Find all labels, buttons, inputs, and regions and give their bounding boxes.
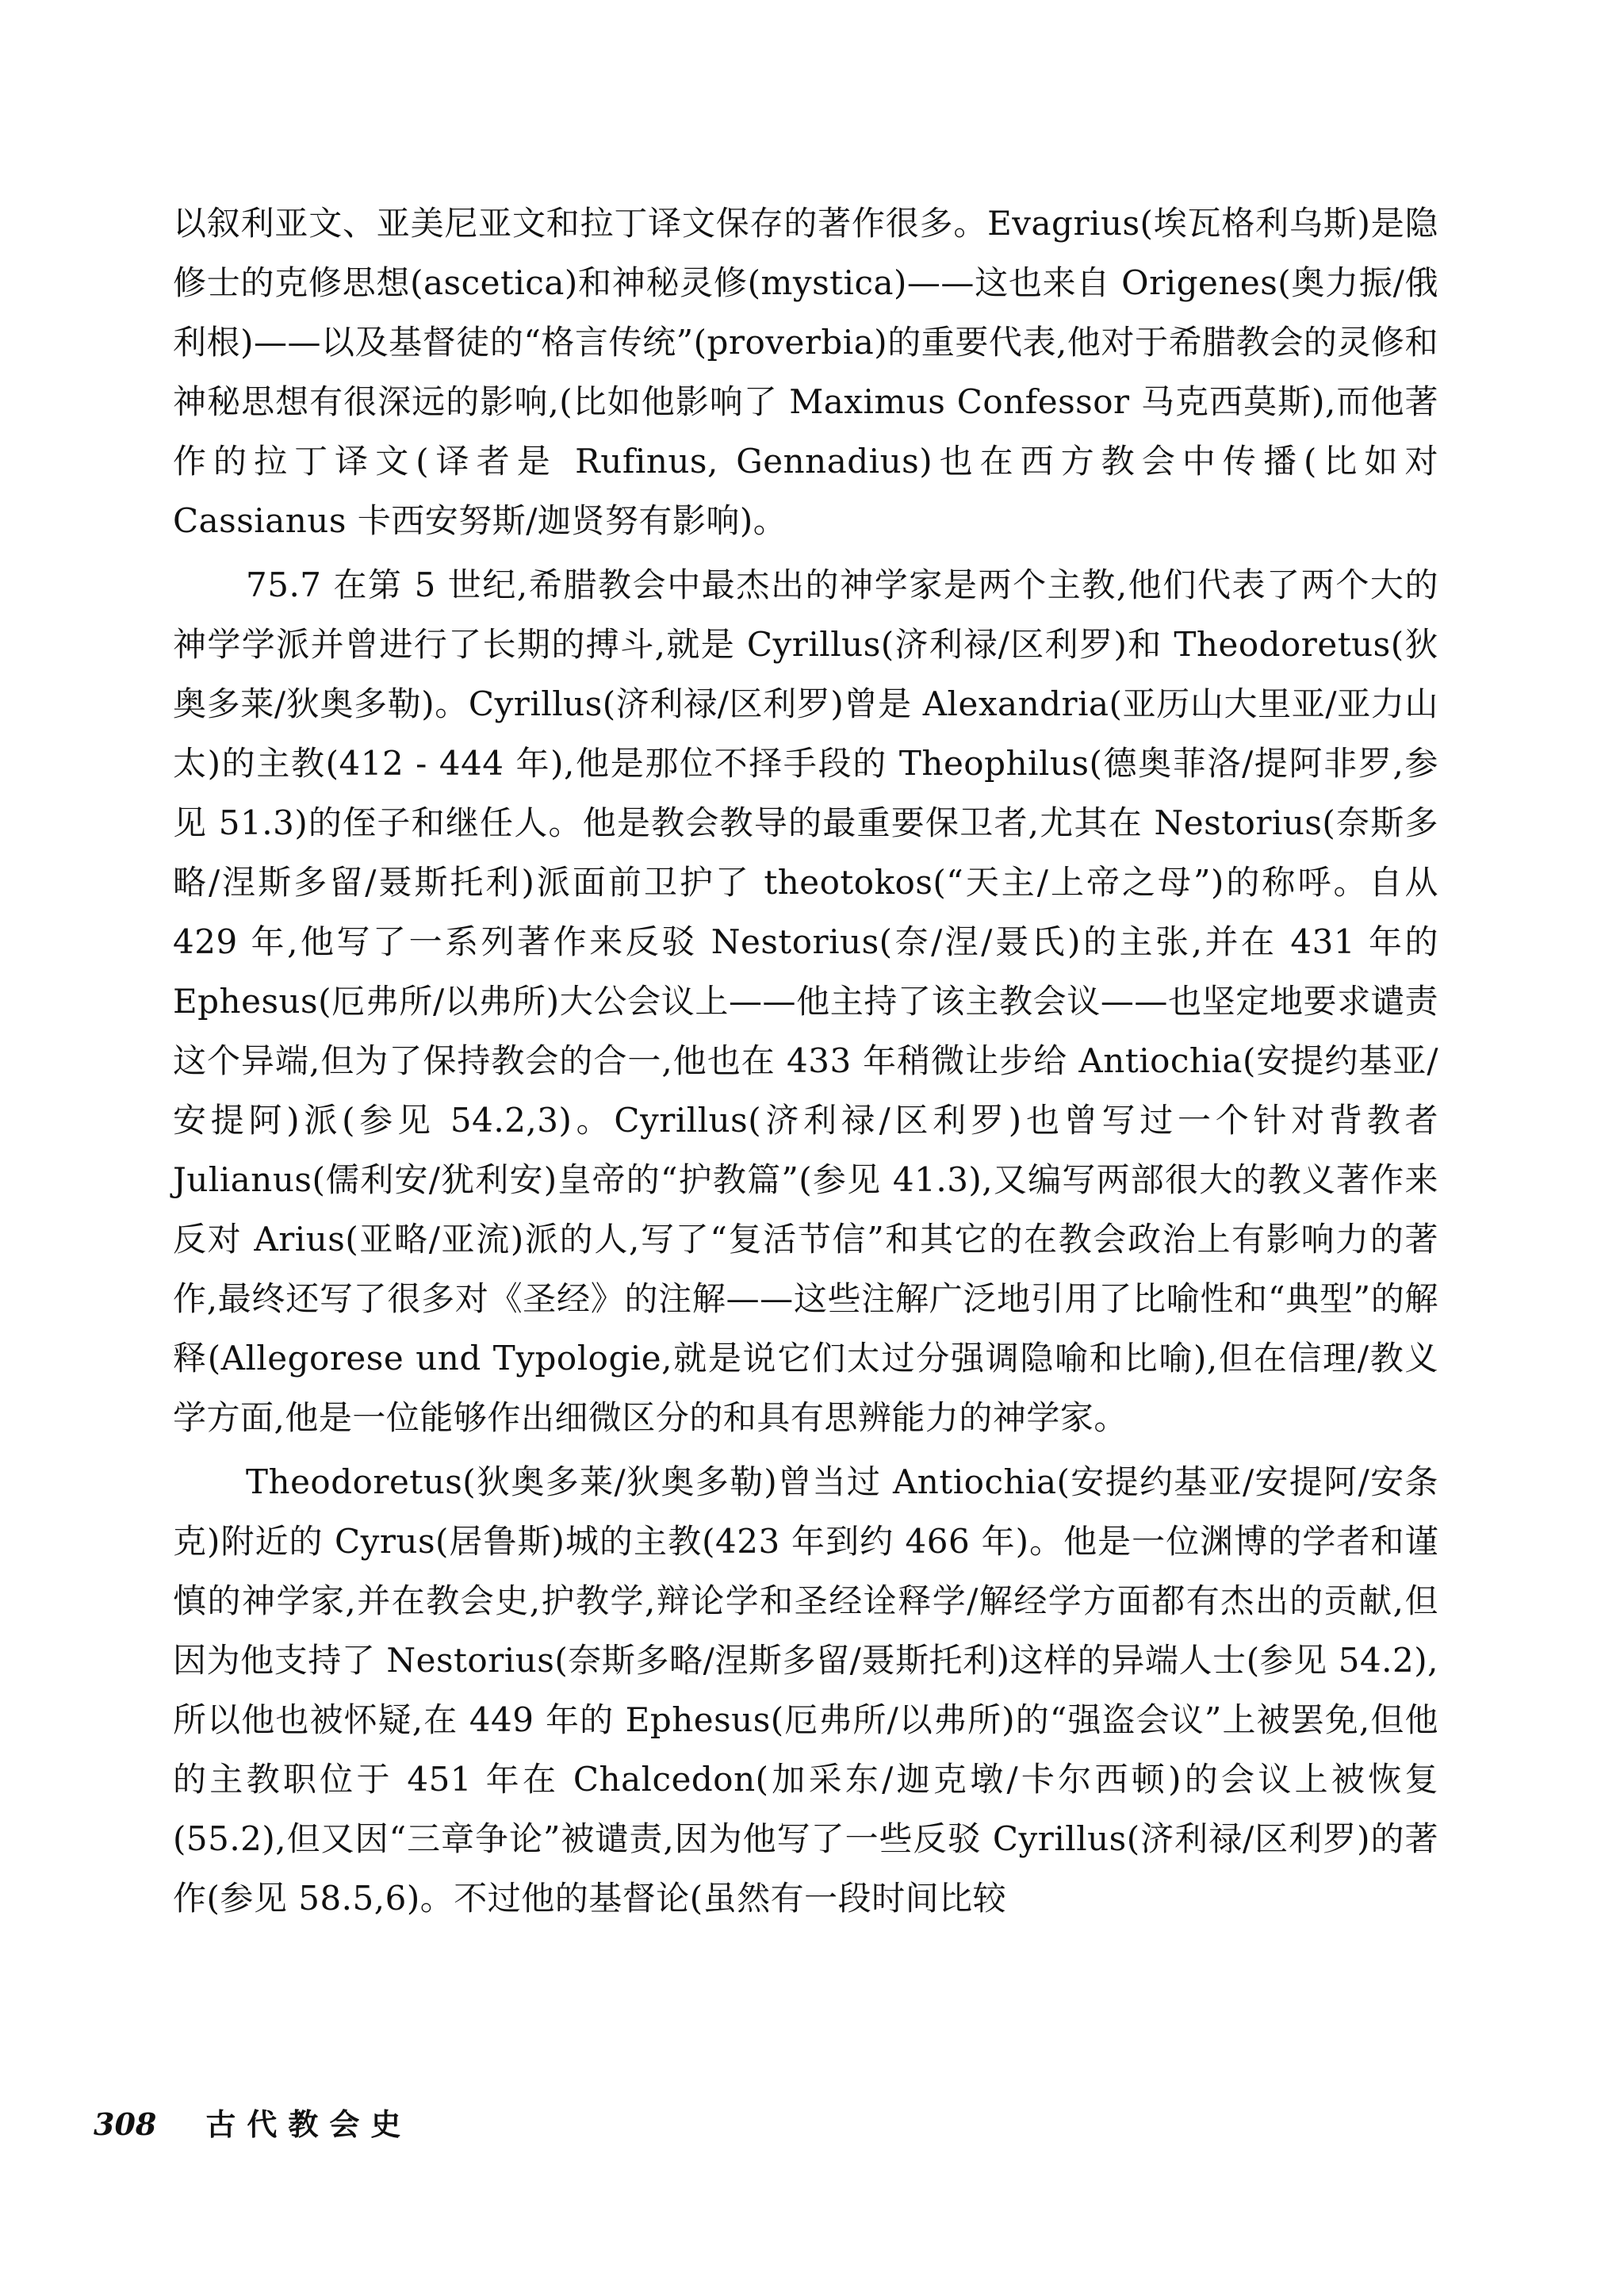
page-number: 308 (94, 2106, 157, 2142)
paragraph-2: 75.7 在第 5 世纪,希腊教会中最杰出的神学家是两个主教,他们代表了两个大的神学学派并曾进行了长期的搏斗,就是 Cyrillus(济利禄/区利罗)和 Theodoretus(狄奥多莱/狄奥多勒)。Cyrillus(济利禄/区利罗)曾是 Alexandria(亚历山大里亚/亚力山太)的主教(412 - 444 年),他是那位不择手段的 Theophilus(德奥菲洛/提阿非罗,参见 51.3)的侄子和继任人。他是教会教导的最重要保卫者,尤其在 Nestorius(奈斯多略/涅斯多留/聂斯托利)派面前卫护了 theotokos(“天主/上帝之母”)的称呼。自从 429 年,他写了一系列著作来反驳 Nestorius(奈/涅/聂氏)的主张,并在 431 年的 Ephesus(厄弗所/以弗所)大公会议上——他主持了该主教会议——也坚定地要求谴责这个异端,但为了保持教会的合一,他也在 433 年稍微让步给 Antiochia(安提约基亚/安提阿)派(参见 54.2,3)。Cyrillus(济利禄/区利罗)也曾写过一个针对背教者 Julianus(儒利安/犹利安)皇帝的“护教篇”(参见 41.3),又编写两部很大的教义著作来反对 Arius(亚略/亚流)派的人,写了“复活节信”和其它的在教会政治上有影响力的著作,最终还写了很多对《圣经》的注解——这些注解广泛地引用了比喻性和“典型”的解释(Allegorese und Typologie,就是说它们太过分强调隐喻和比喻),但在信理/教义学方面,他是一位能够作出细微区分的和具有思辨能力的神学家。 (173, 565, 1438, 1437)
running-title: 古代教会史 (205, 2106, 412, 2142)
page-footer (94, 2100, 412, 2144)
paragraph-1: 以叙利亚文、亚美尼亚文和拉丁译文保存的著作很多。Evagrius(埃瓦格利乌斯)是隐修士的克修思想(ascetica)和神秘灵修(mystica)——这也来自 Origenes(奥力振/俄利根)——以及基督徒的“格言传统”(proverbia)的重要代表,他对于希腊教会的灵修和神秘思想有很深远的影响,(比如他影响了 Maximus Confessor 马克西莫斯),而他著作的拉丁译文(译者是 Rufinus, Gennadius)也在西方教会中传播(比如对 Cassianus 卡西安努斯/迦贤努有影响)。 (173, 204, 1438, 540)
main-text (173, 194, 1438, 1928)
paragraph-3: Theodoretus(狄奥多莱/狄奥多勒)曾当过 Antiochia(安提约基亚/安提阿/安条克)附近的 Cyrus(居鲁斯)城的主教(423 年到约 466 年)。他是一位渊博的学者和谨慎的神学家,并在教会史,护教学,辩论学和圣经诠释学/解经学方面都有杰出的贡献,但因为他支持了 Nestorius(奈斯多略/涅斯多留/聂斯托利)这样的异端人士(参见 54.2),所以他也被怀疑,在 449 年的 Ephesus(厄弗所/以弗所)的“强盗会议”上被罢免,但他的主教职位于 451 年在 Chalcedon(加采东/迦克墩/卡尔西顿)的会议上被恢复(55.2),但又因“三章争论”被谴责,因为他写了一些反驳 Cyrillus(济利禄/区利罗)的著作(参见 58.5,6)。不过他的基督论(虽然有一段时间比较 (173, 1462, 1438, 1918)
